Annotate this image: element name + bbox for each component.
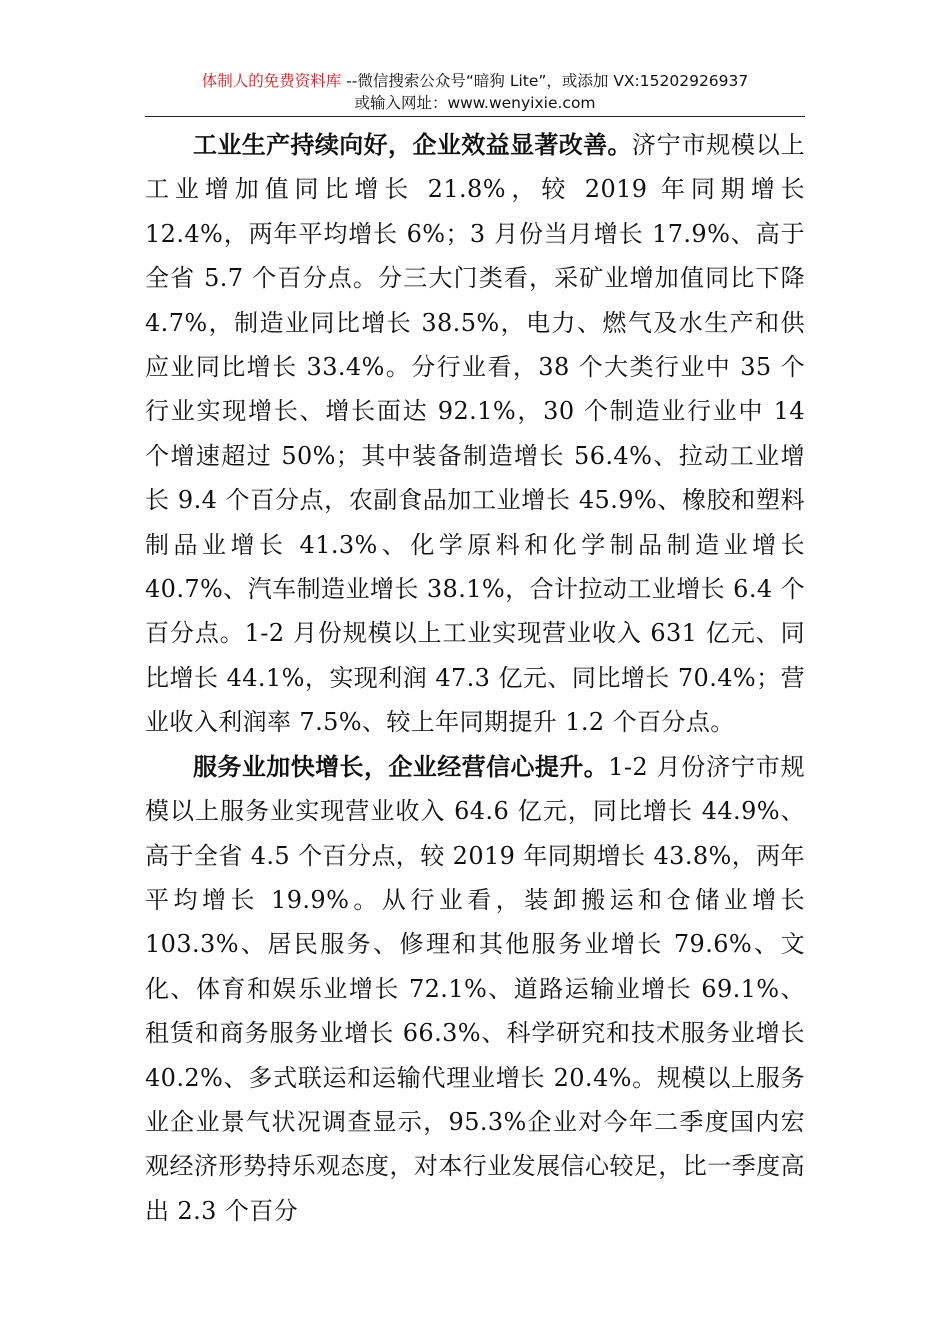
header-divider [145,116,805,117]
paragraph-industry-lead: 工业生产持续向好，企业效益显著改善。 [193,131,632,159]
header-wechat-text: --微信搜索公众号“暗狗 Lite”，或添加 VX:15202926937 [341,72,749,90]
paragraph-services [145,745,805,1233]
header-line-1 [145,70,805,92]
header-brand: 体制人的免费资料库 [201,72,342,90]
paragraph-industry [145,123,805,745]
page-header [145,70,805,114]
document-body [145,123,805,1233]
paragraph-industry-text: 济宁市规模以上工业增加值同比增长 21.8%，较 2019 年同期增长 12.4%，两年平均增长 6%；3 月份当月增长 17.9%、高于全省 5.7 个百分点。分三大门类看，采矿业增加值同比下降 4.7%，制造业同比增长 38.5%，电力、燃气及水生产和供应业同比增长 33.4%。分行业看，38 个大类行业中 35 个行业实现增长、增长面达 92.1%，30 个制造业行业中 14 个增速超过 50%；其中装备制造增长 56.4%、拉动工业增长 9.4 个百分点，农副食品加工业增长 45.9%、橡胶和塑料制品业增长 41.3%、化学原料和化学制品制造业增长 40.7%、汽车制造业增长 38.1%，合计拉动工业增长 6.4 个百分点。1-2 月份规模以上工业实现营业收入 631 亿元、同比增长 44.1%，实现利润 47.3 亿元、同比增长 70.4%；营业收入利润率 7.5%、较上年同期提升 1.2 个百分点。 [145,131,805,737]
paragraph-services-lead: 服务业加快增长，企业经营信心提升。 [193,752,609,781]
header-line-2: 或输入网址：www.wenyixie.com [354,94,596,112]
paragraph-services-text: 1-2 月份济宁市规模以上服务业实现营业收入 64.6 亿元，同比增长 44.9%、高于全省 4.5 个百分点，较 2019 年同期增长 43.8%，两年平均增长 19.9%。从行业看，装卸搬运和仓储业增长 103.3%、居民服务、修理和其他服务业增长 79.6%、文化、体育和娱乐业增长 72.1%、道路运输业增长 69.1%、租赁和商务服务业增长 66.3%、科学研究和技术服务业增长 40.2%、多式联运和运输代理业增长 20.4%。规模以上服务业企业景气状况调查显示，95.3%企业对今年二季度国内宏观经济形势持乐观态度，对本行业发展信心较足，比一季度高出 2.3 个百分 [145,752,805,1225]
